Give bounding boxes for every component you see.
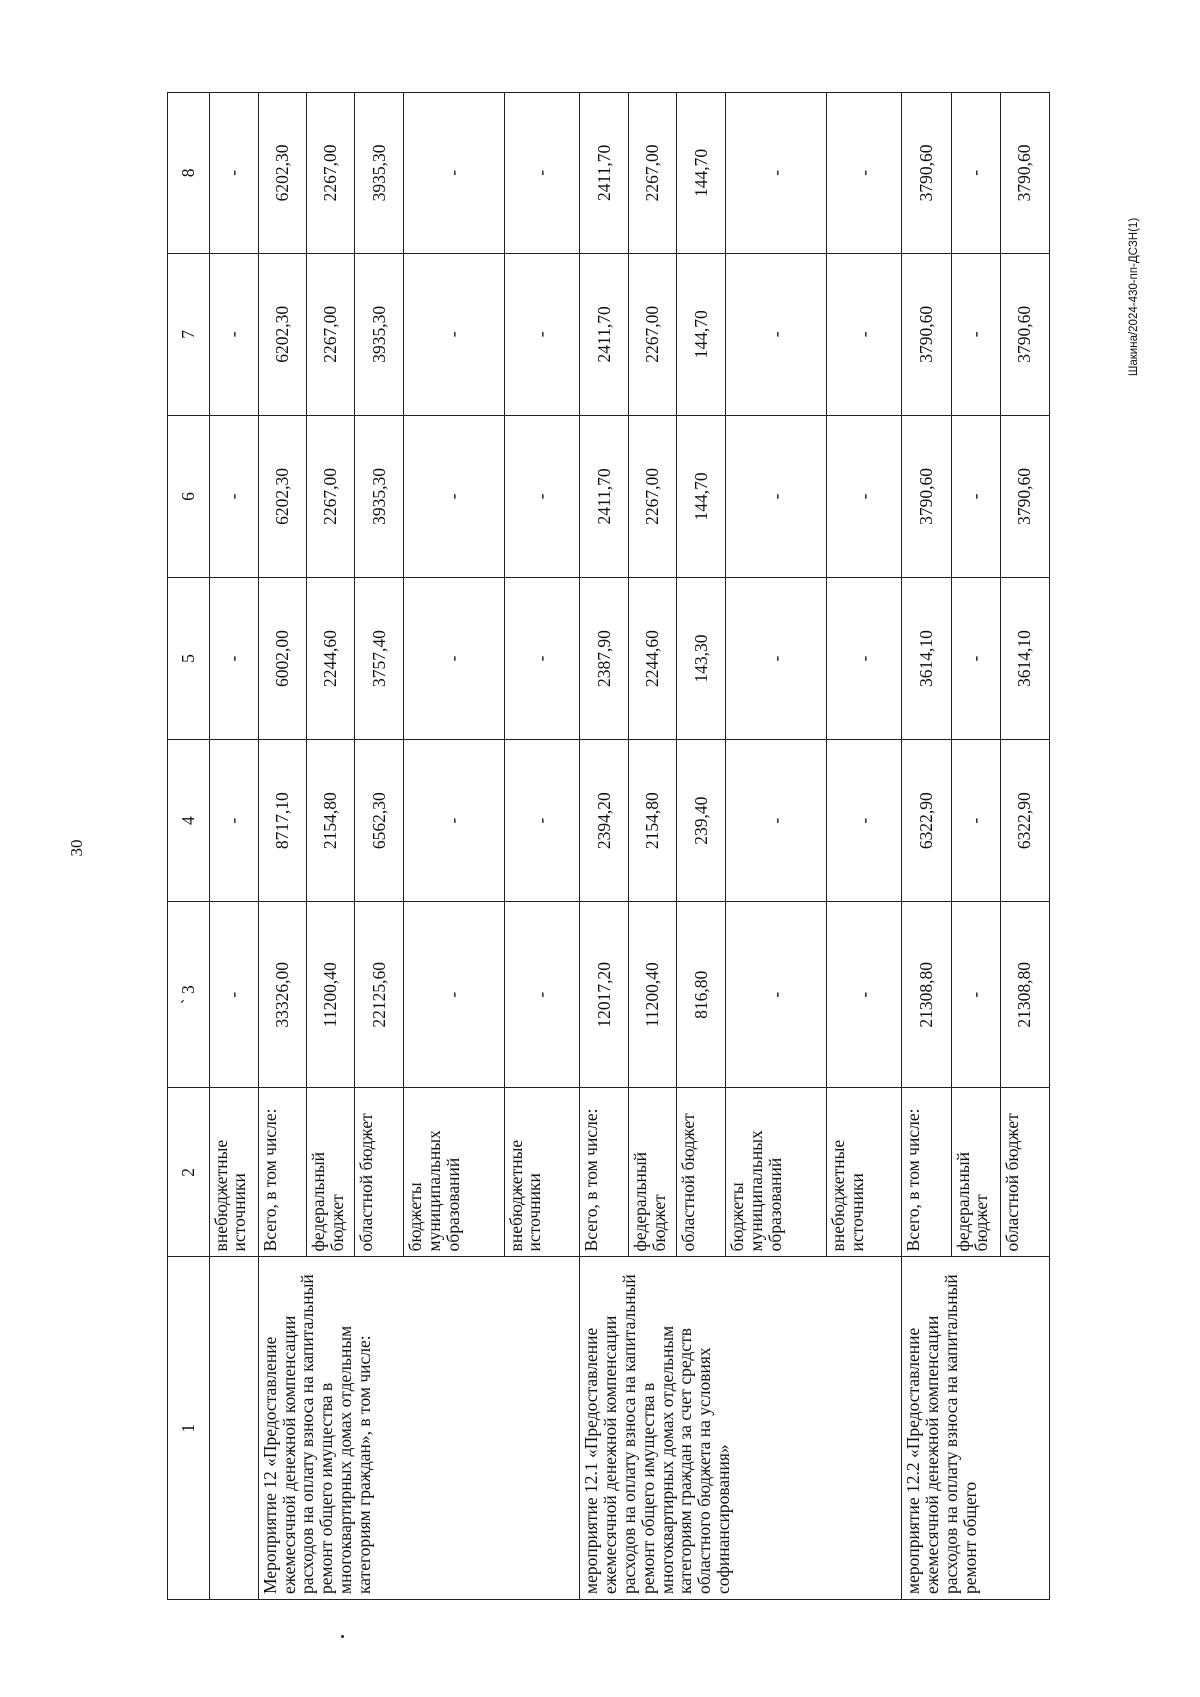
value-cell: - (951, 93, 1000, 254)
value-cell: - (504, 415, 579, 577)
value-cell: - (826, 415, 901, 577)
value-cell: 6202,30 (258, 415, 306, 577)
value-cell: - (726, 577, 827, 739)
value-cell: 3614,10 (1000, 577, 1049, 739)
value-cell: 3790,60 (1000, 415, 1049, 577)
column-header: ` 3 (168, 902, 210, 1088)
value-cell: - (726, 740, 827, 902)
value-cell: 12017,20 (579, 902, 628, 1088)
value-cell: - (209, 577, 258, 739)
page-number: 30 (67, 839, 86, 857)
source-cell: бюджеты муниципальных образований (726, 1088, 827, 1257)
source-cell: Всего, в том числе: (579, 1088, 628, 1257)
value-cell: - (726, 902, 827, 1088)
source-cell: областной бюджет (354, 1088, 403, 1257)
value-cell: - (826, 93, 901, 254)
value-cell: 6562,30 (354, 740, 403, 902)
value-cell: 3935,30 (354, 93, 403, 254)
value-cell: - (951, 415, 1000, 577)
value-cell: 816,80 (677, 902, 726, 1088)
activity-cell (209, 1257, 258, 1600)
budget-table (167, 92, 1050, 1600)
value-cell: - (404, 253, 505, 415)
value-cell: 11200,40 (629, 902, 677, 1088)
source-cell: Всего, в том числе: (258, 1088, 306, 1257)
value-cell: 2411,70 (579, 415, 628, 577)
value-cell: - (209, 415, 258, 577)
table-row (258, 93, 306, 1600)
value-cell: 144,70 (677, 415, 726, 577)
value-cell: - (826, 253, 901, 415)
value-cell: 2154,80 (629, 740, 677, 902)
value-cell: - (404, 415, 505, 577)
value-cell: 2267,00 (306, 415, 354, 577)
value-cell: 2267,00 (306, 253, 354, 415)
column-header: 4 (168, 740, 210, 902)
value-cell: 8717,10 (258, 740, 306, 902)
value-cell: - (951, 577, 1000, 739)
column-header: 1 (168, 1257, 210, 1600)
column-header: 5 (168, 577, 210, 739)
activity-cell: Мероприятие 12 «Предоставление ежемесячной денежной компенсации расходов на оплату взноса на капитальный ремонт общего имущества в многоквартирных домах отдельным категориям граждан», в том числе: (258, 1257, 579, 1600)
budget-table-wrapper (167, 92, 1050, 1600)
value-cell: - (726, 253, 827, 415)
value-cell: - (404, 93, 505, 254)
column-header: 2 (168, 1088, 210, 1257)
value-cell: 239,40 (677, 740, 726, 902)
value-cell: 6202,30 (258, 253, 306, 415)
activity-cell: мероприятие 12.1 «Предоставление ежемесячной денежной компенсации расходов на оплату взноса на капитальный ремонт общего имущества в многоквартирных домах отдельным категориям граждан за счет средств областного бюджета на условиях софинансирования» (579, 1257, 901, 1600)
header-row (168, 93, 210, 1600)
value-cell: 2394,20 (579, 740, 628, 902)
value-cell: - (504, 93, 579, 254)
value-cell: - (209, 740, 258, 902)
value-cell: 6002,00 (258, 577, 306, 739)
value-cell: - (826, 902, 901, 1088)
activity-cell: мероприятие 12.2 «Предоставление ежемесячной денежной компенсации расходов на оплату взноса на капитальный ремонт общего (902, 1257, 1050, 1600)
value-cell: 3790,60 (902, 415, 951, 577)
table-row (902, 93, 951, 1600)
value-cell: 3935,30 (354, 253, 403, 415)
value-cell: 2267,00 (629, 93, 677, 254)
value-cell: - (951, 253, 1000, 415)
value-cell: 3935,30 (354, 415, 403, 577)
value-cell: 2267,00 (629, 415, 677, 577)
value-cell: 3757,40 (354, 577, 403, 739)
column-header: 6 (168, 415, 210, 577)
value-cell: - (404, 577, 505, 739)
scan-dot (341, 1635, 344, 1638)
value-cell: - (951, 902, 1000, 1088)
value-cell: 3790,60 (902, 253, 951, 415)
value-cell: 144,70 (677, 93, 726, 254)
value-cell: 144,70 (677, 253, 726, 415)
source-cell: Всего, в том числе: (902, 1088, 951, 1257)
source-cell: внебюджетные источники (826, 1088, 901, 1257)
source-cell: областной бюджет (677, 1088, 726, 1257)
source-cell: федеральный бюджет (306, 1088, 354, 1257)
value-cell: 2411,70 (579, 253, 628, 415)
value-cell: 6202,30 (258, 93, 306, 254)
table-row (579, 93, 628, 1600)
table-row (209, 93, 258, 1600)
value-cell: 2244,60 (306, 577, 354, 739)
source-cell: областной бюджет (1000, 1088, 1049, 1257)
value-cell: - (209, 902, 258, 1088)
value-cell: - (504, 253, 579, 415)
value-cell: 143,30 (677, 577, 726, 739)
source-cell: бюджеты муниципальных образований (404, 1088, 505, 1257)
value-cell: 2411,70 (579, 93, 628, 254)
source-cell: внебюджетные источники (504, 1088, 579, 1257)
value-cell: - (504, 902, 579, 1088)
value-cell: - (726, 415, 827, 577)
value-cell: - (504, 740, 579, 902)
column-header: 8 (168, 93, 210, 254)
source-cell: внебюджетные источники (209, 1088, 258, 1257)
value-cell: 3790,60 (1000, 253, 1049, 415)
value-cell: - (504, 577, 579, 739)
value-cell: 2387,90 (579, 577, 628, 739)
value-cell: 6322,90 (902, 740, 951, 902)
value-cell: - (209, 253, 258, 415)
value-cell: 11200,40 (306, 902, 354, 1088)
value-cell: 2154,80 (306, 740, 354, 902)
value-cell: 3614,10 (902, 577, 951, 739)
value-cell: 22125,60 (354, 902, 403, 1088)
value-cell: - (404, 902, 505, 1088)
source-cell: федеральный бюджет (629, 1088, 677, 1257)
value-cell: 3790,60 (902, 93, 951, 254)
value-cell: 2267,00 (306, 93, 354, 254)
column-header: 7 (168, 253, 210, 415)
value-cell: 33326,00 (258, 902, 306, 1088)
value-cell: - (726, 93, 827, 254)
value-cell: - (826, 577, 901, 739)
value-cell: - (404, 740, 505, 902)
value-cell: 21308,80 (1000, 902, 1049, 1088)
value-cell: - (951, 740, 1000, 902)
value-cell: 2267,00 (629, 253, 677, 415)
value-cell: 21308,80 (902, 902, 951, 1088)
value-cell: 6322,90 (1000, 740, 1049, 902)
document-id: Шакина/2024-430-пп-ДСЗН(1) (1128, 217, 1140, 377)
source-cell: федеральный бюджет (951, 1088, 1000, 1257)
value-cell: 3790,60 (1000, 93, 1049, 254)
value-cell: - (826, 740, 901, 902)
value-cell: - (209, 93, 258, 254)
value-cell: 2244,60 (629, 577, 677, 739)
